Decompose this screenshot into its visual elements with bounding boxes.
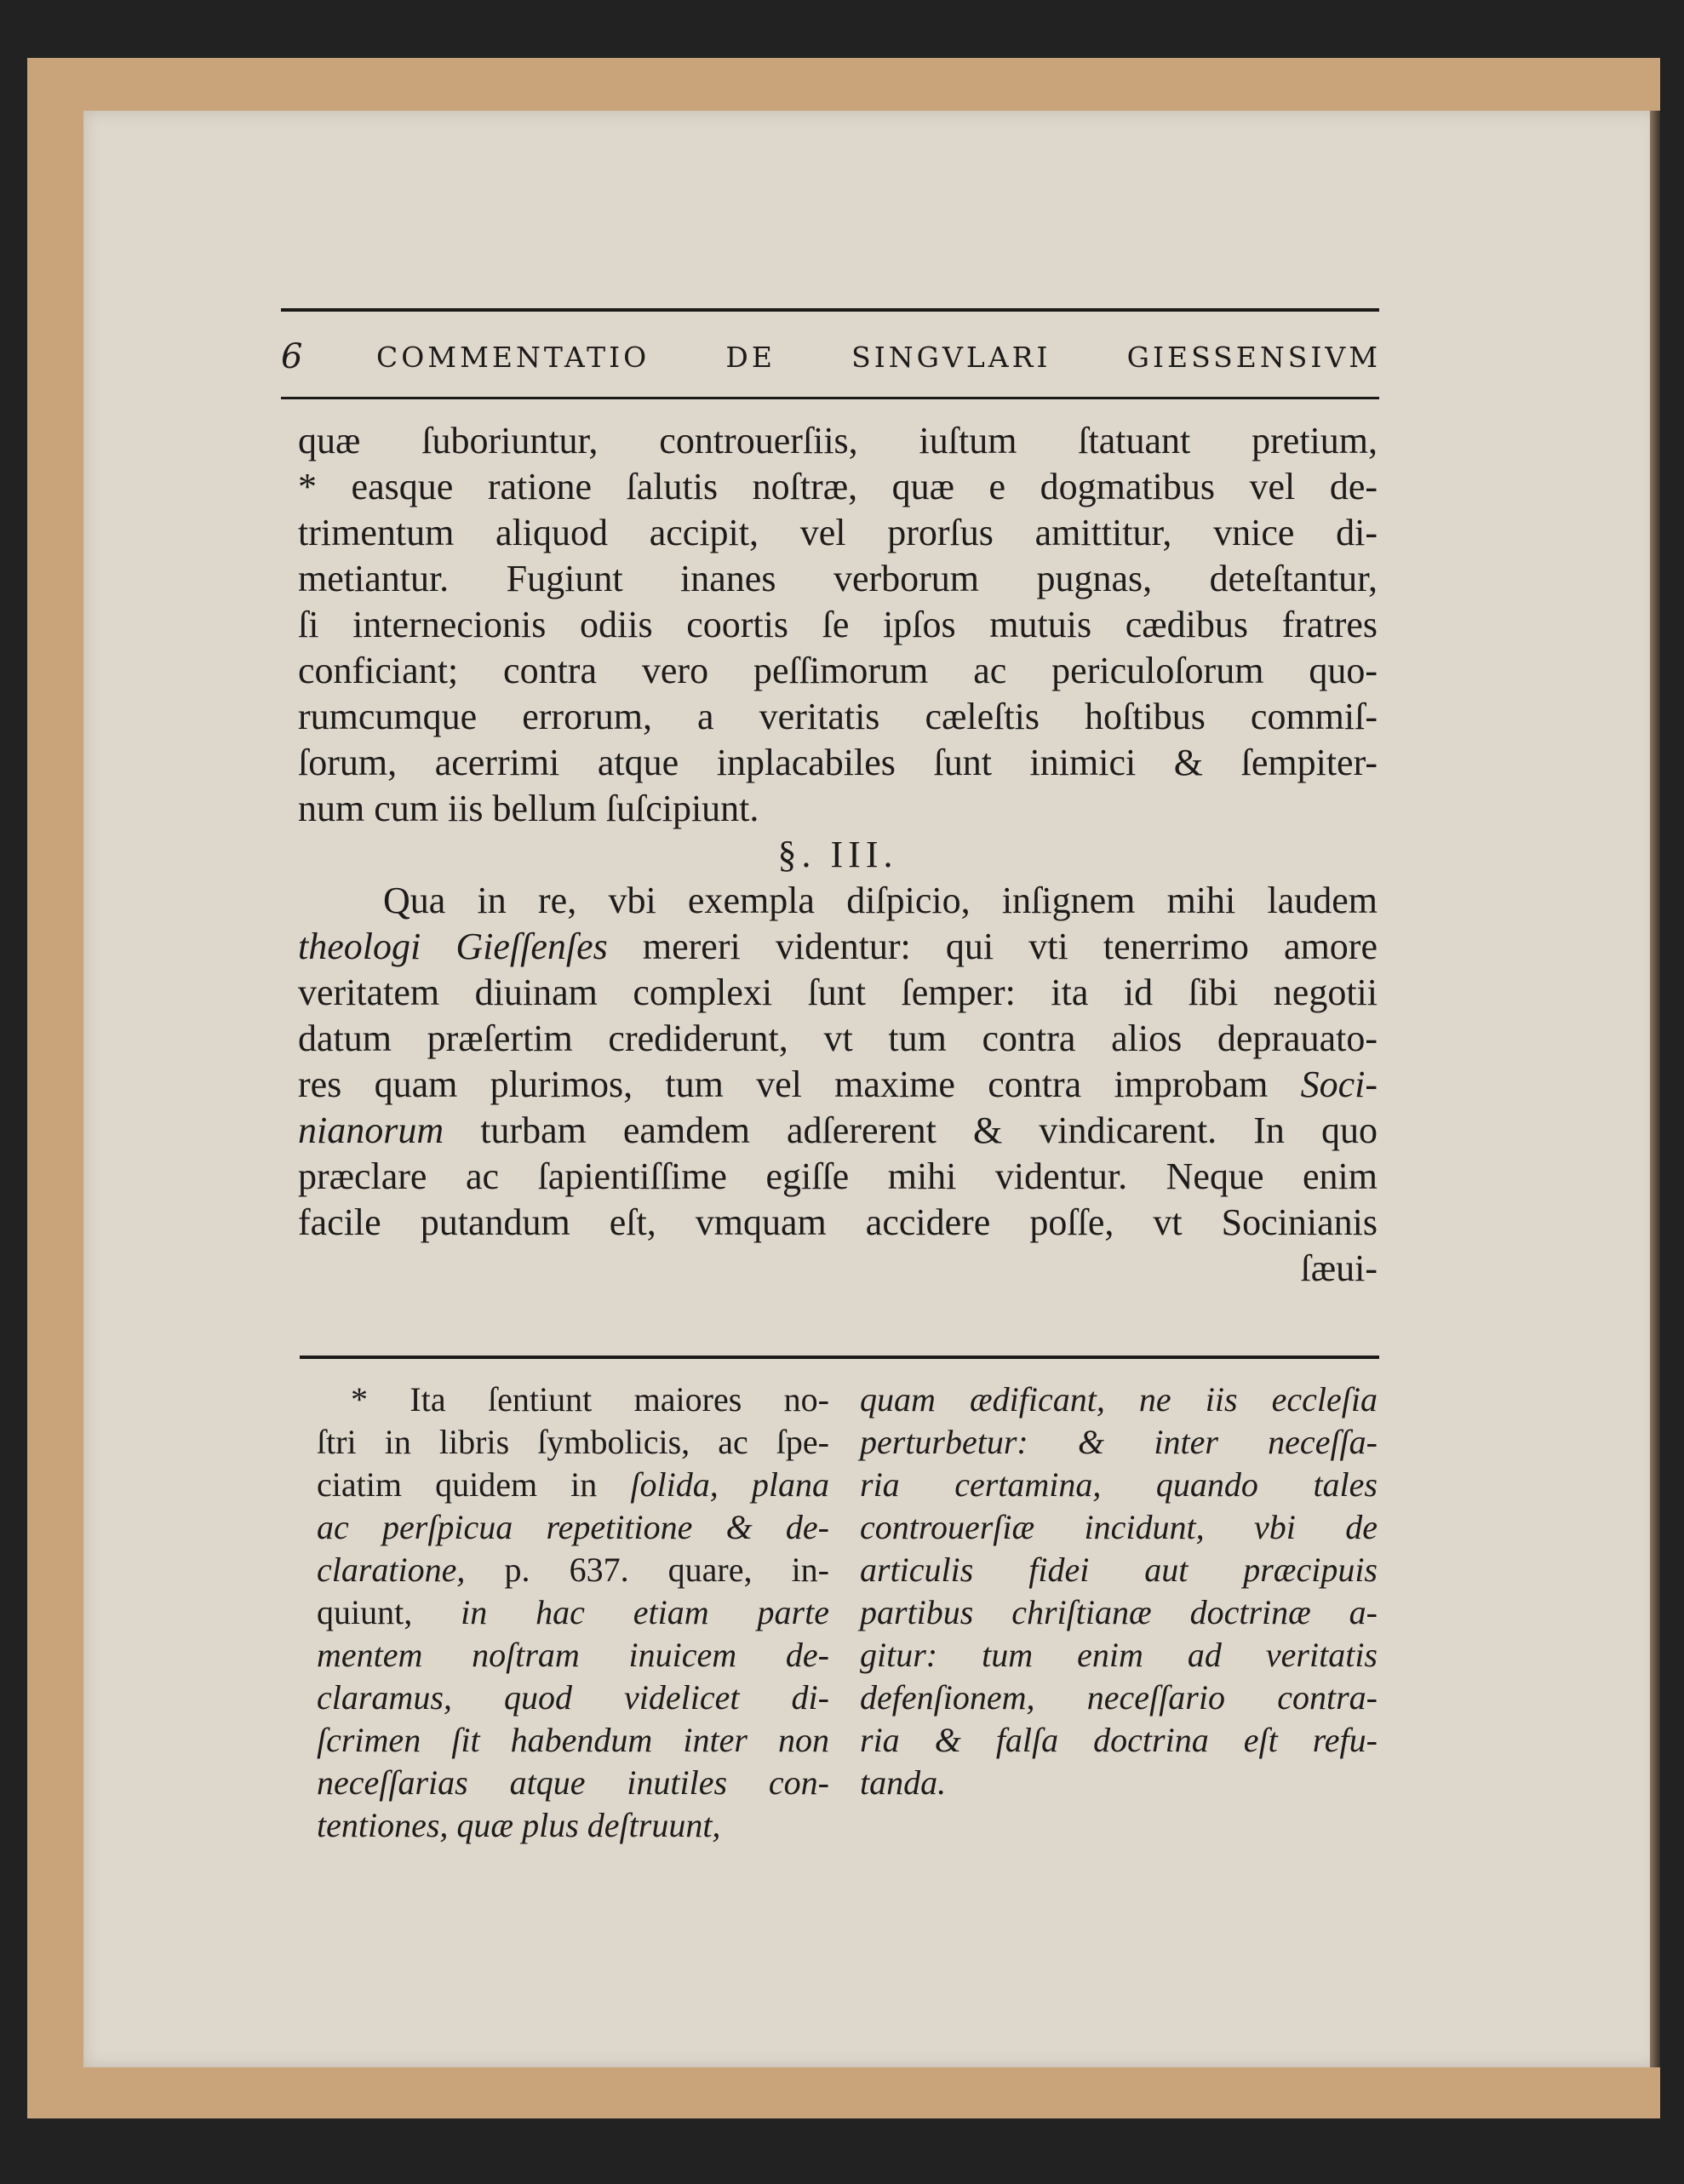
running-header	[281, 337, 1379, 380]
footnote-line: tentiones, quæ plus deſtruunt,	[317, 1806, 721, 1844]
body-line: præclare ac ſapientiſſime egiſſe mihi videntur. Neque enim	[298, 1155, 1378, 1197]
page-edge	[1650, 111, 1660, 2067]
footnote-line: ria & falſa doctrina eſt refu-	[860, 1721, 1378, 1759]
page-number: 6	[281, 337, 306, 376]
footnote-line: ac perſpicua repetitione & de-	[317, 1508, 829, 1546]
header-rule-top	[281, 308, 1379, 312]
footnote-rule	[300, 1356, 1379, 1359]
header-rule-bottom	[281, 397, 1379, 399]
footnote-line: gitur: tum enim ad veritatis	[860, 1636, 1378, 1674]
body-line: quæ ſuboriuntur, controuerſiis, iuſtum ſtatuant pretium,	[298, 420, 1378, 461]
footnote-line: neceſſarias atque inutiles con-	[317, 1763, 829, 1802]
footnote-line: articulis fidei aut præcipuis	[860, 1551, 1378, 1589]
footnote-line: perturbetur: & inter neceſſa-	[860, 1423, 1378, 1461]
footnote-line: ſtri in libris ſymbolicis, ac ſpe-	[317, 1423, 829, 1461]
footnote-line: ria certamina, quando tales	[860, 1465, 1378, 1504]
body-line: * easque ratione ſalutis noſtræ, quæ e dogmatibus vel de-	[298, 466, 1378, 507]
body-line: ſi internecionis odiis coortis ſe ipſos mutuis cædibus fratres	[298, 604, 1378, 645]
section-heading: §. III.	[777, 834, 898, 875]
footnote-line: claratione, p. 637. quare, in-	[317, 1551, 829, 1589]
body-line: datum præſertim crediderunt, vt tum contra alios deprauato-	[298, 1017, 1378, 1059]
body-line: ſorum, acerrimi atque inplacabiles ſunt inimici & ſempiter-	[298, 742, 1378, 783]
body-line: num cum iis bellum ſuſcipiunt.	[298, 788, 759, 829]
body-line: Qua in re, vbi exempla diſpicio, inſignem mihi laudem	[383, 880, 1378, 921]
footnote-line: * Ita ſentiunt maiores no-	[351, 1380, 829, 1419]
footnote-line: ſcrimen ſit habendum inter non	[317, 1721, 829, 1759]
catchword: ſæui-	[1300, 1247, 1378, 1289]
body-text	[298, 419, 1378, 1313]
footnote-line: defenſionem, neceſſario contra-	[860, 1678, 1378, 1717]
footnote-line: partibus chriſtianæ doctrinæ a-	[860, 1593, 1378, 1631]
body-line: veritatem diuinam complexi ſunt ſemper: ita id ſibi negotii	[298, 972, 1378, 1013]
body-line: nianorum turbam eamdem adſererent & vindicarent. In quo	[298, 1109, 1378, 1151]
footnote-line: mentem noſtram inuicem de-	[317, 1636, 829, 1674]
body-line: trimentum aliquod accipit, vel prorſus amittitur, vnice di-	[298, 512, 1378, 553]
footnote-line: claramus, quod videlicet di-	[317, 1678, 829, 1717]
body-line: res quam plurimos, tum vel maxime contra improbam Soci-	[298, 1063, 1378, 1105]
footnote-line: quam ædificant, ne iis eccleſia	[860, 1380, 1378, 1419]
footnote-line: controuerſiæ incidunt, vbi de	[860, 1508, 1378, 1546]
body-line: conficiant; contra vero peſſimorum ac periculoſorum quo-	[298, 650, 1378, 691]
footnote-left-column	[317, 1379, 829, 1856]
footnote-line: tanda.	[860, 1763, 947, 1802]
footnote-line: quiunt, in hac etiam parte	[317, 1593, 829, 1631]
body-line: facile putandum eſt, vmquam accidere poſſe, vt Socinianis	[298, 1201, 1378, 1243]
footnote-right-column	[860, 1379, 1378, 1822]
body-line: theologi Gieſſenſes mereri videntur: qui vti tenerrimo amore	[298, 926, 1378, 967]
body-line: metiantur. Fugiunt inanes verborum pugnas, deteſtantur,	[298, 558, 1378, 599]
running-title: COMMENTATIO DE SINGVLARI GIESSENSIVM	[376, 341, 1381, 374]
body-line: rumcumque errorum, a veritatis cæleſtis hoſtibus commiſ-	[298, 696, 1378, 737]
footnote-line: ciatim quidem in ſolida, plana	[317, 1465, 829, 1504]
